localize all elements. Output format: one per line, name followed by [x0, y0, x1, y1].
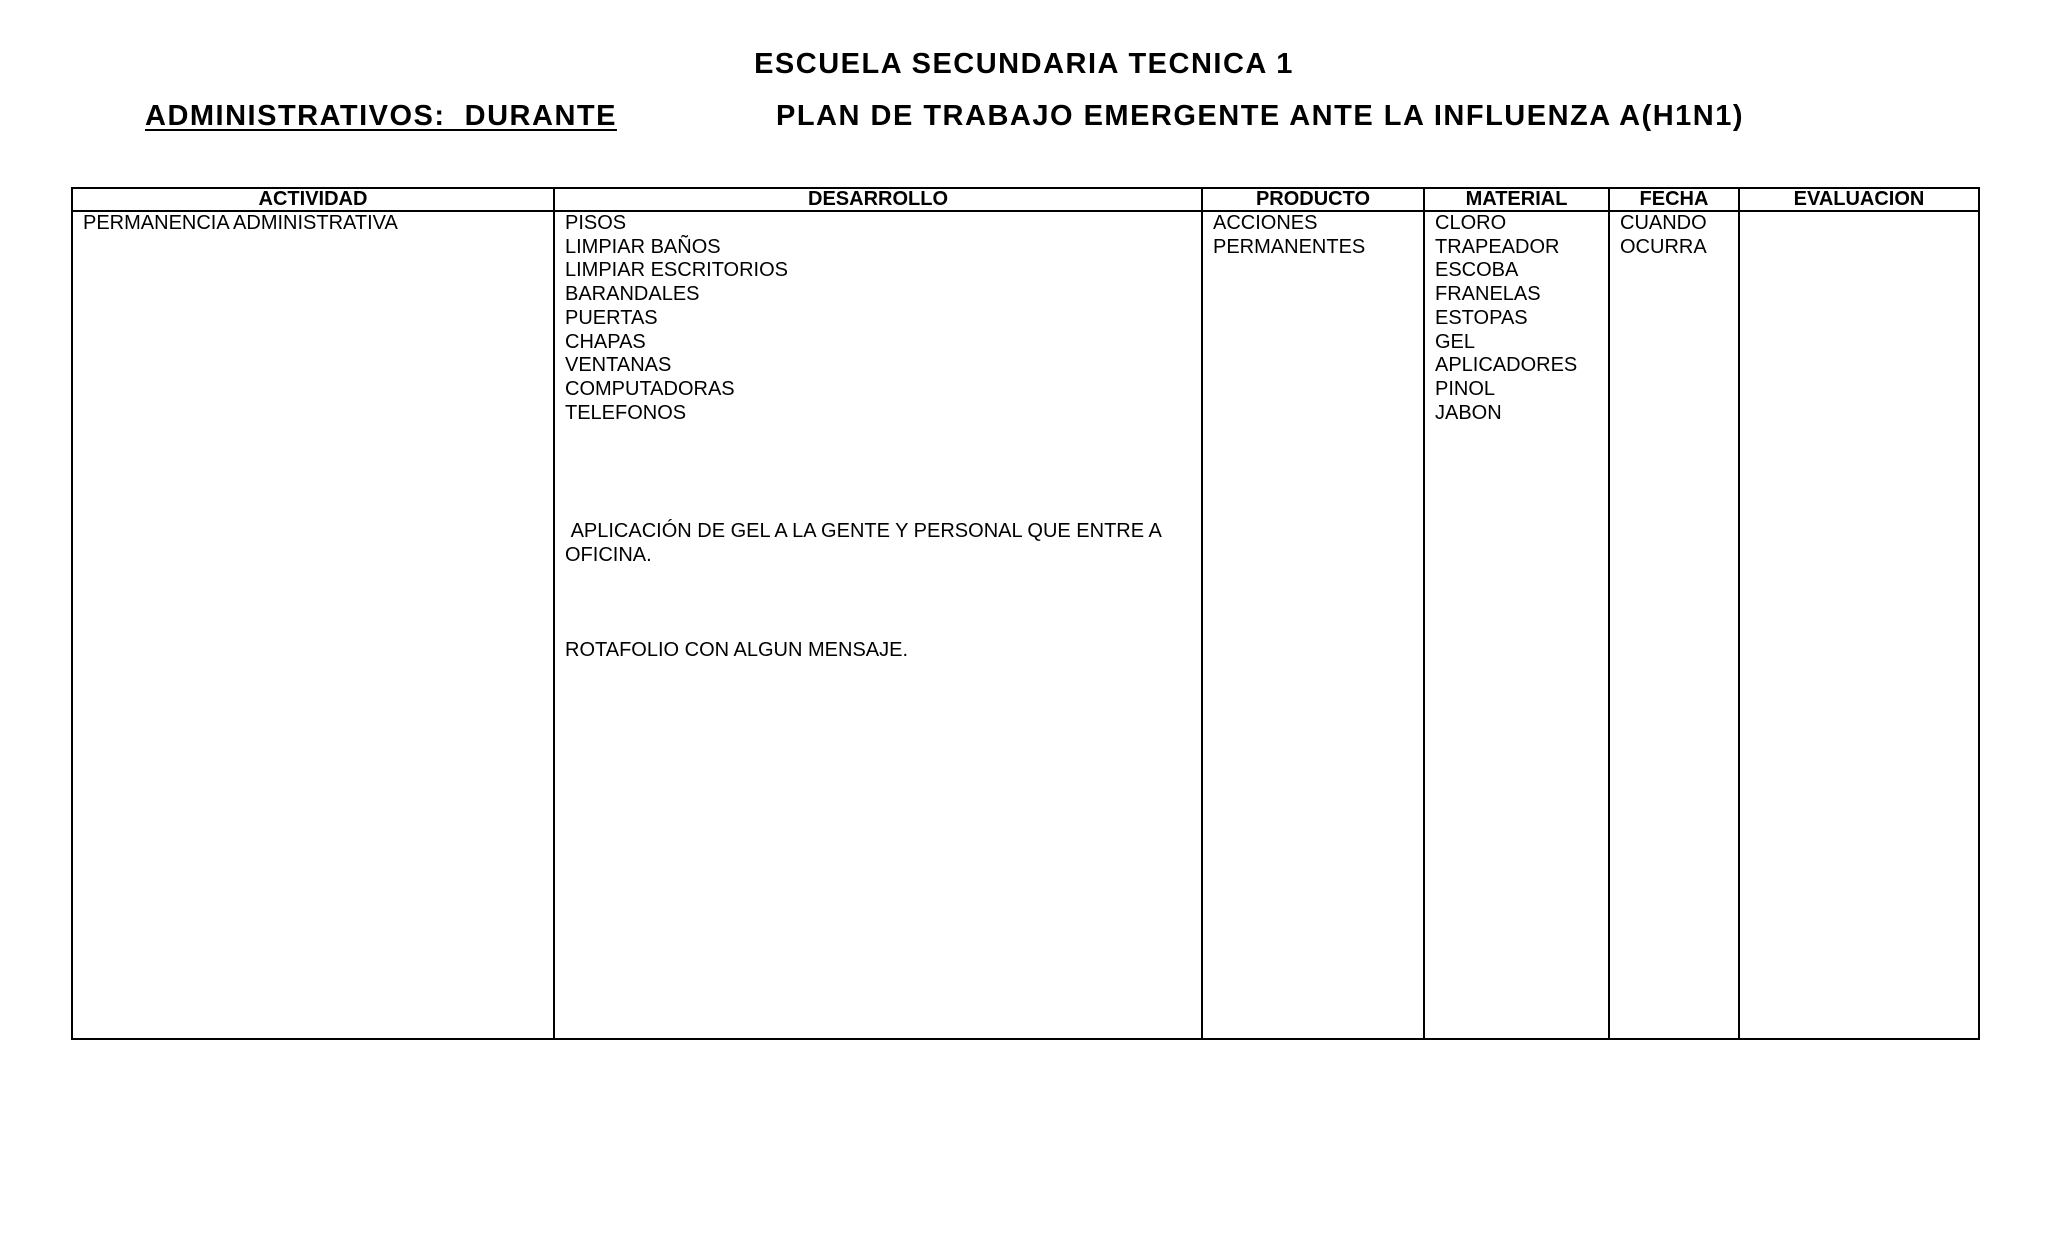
list-item: ESTOPAS [1435, 306, 1528, 329]
school-title: ESCUELA SECUNDARIA TECNICA 1 [754, 48, 1294, 80]
producto-cell [1202, 211, 1424, 1039]
list-item: PUERTAS [565, 306, 658, 329]
list-item: PISOS [565, 212, 627, 234]
list-item: CUANDO [1620, 212, 1707, 234]
desarrollo-list [565, 212, 1191, 425]
actividad-cell [72, 211, 554, 1039]
list-item: ESCOBA [1435, 259, 1519, 282]
list-item: LIMPIAR BAÑOS [565, 235, 721, 258]
list-item: COMPUTADORAS [565, 377, 735, 400]
table-header-row [72, 188, 1979, 211]
list-item: ACCIONES [1213, 212, 1318, 234]
column-header-desarrollo: DESARROLLO [554, 188, 1202, 211]
table-row [72, 211, 1979, 1039]
producto-list [1213, 212, 1413, 259]
evaluacion-cell [1739, 211, 1979, 1039]
list-item: PERMANENTES [1213, 235, 1366, 258]
list-item: APLICADORES [1435, 354, 1578, 377]
plan-title: PLAN DE TRABAJO EMERGENTE ANTE LA INFLUENZA A(H1N1) [776, 100, 1744, 132]
work-plan-table [71, 187, 1980, 1040]
list-item: CLORO [1435, 212, 1507, 234]
list-item: GEL [1435, 330, 1476, 353]
column-header-material: MATERIAL [1424, 188, 1609, 211]
column-header-evaluacion: EVALUACION [1739, 188, 1979, 211]
list-item: TRAPEADOR [1435, 235, 1560, 258]
list-item: LIMPIAR ESCRITORIOS [565, 259, 789, 282]
list-item: PINOL [1435, 377, 1496, 400]
list-item: FRANELAS [1435, 283, 1541, 306]
actividad-text: PERMANENCIA ADMINISTRATIVA [83, 212, 398, 234]
column-header-fecha: FECHA [1609, 188, 1739, 211]
fecha-cell [1609, 211, 1739, 1039]
column-header-producto: PRODUCTO [1202, 188, 1424, 211]
list-item: VENTANAS [565, 354, 672, 377]
list-item: TELEFONOS [565, 401, 687, 424]
column-header-actividad: ACTIVIDAD [72, 188, 554, 211]
material-list [1435, 212, 1598, 425]
gel-application-text: APLICACIÓN DE GEL A LA GENTE Y PERSONAL QUE ENTRE A OFICINA. [565, 520, 1167, 567]
list-item: BARANDALES [565, 283, 700, 306]
list-item: JABON [1435, 401, 1502, 424]
section-heading: ADMINISTRATIVOS: DURANTE [145, 100, 617, 132]
desarrollo-cell [554, 211, 1202, 1039]
list-item: OCURRA [1620, 235, 1707, 258]
material-cell [1424, 211, 1609, 1039]
rotafolio-text: ROTAFOLIO CON ALGUN MENSAJE. [565, 638, 909, 661]
fecha-list [1620, 212, 1728, 259]
list-item: CHAPAS [565, 330, 646, 353]
